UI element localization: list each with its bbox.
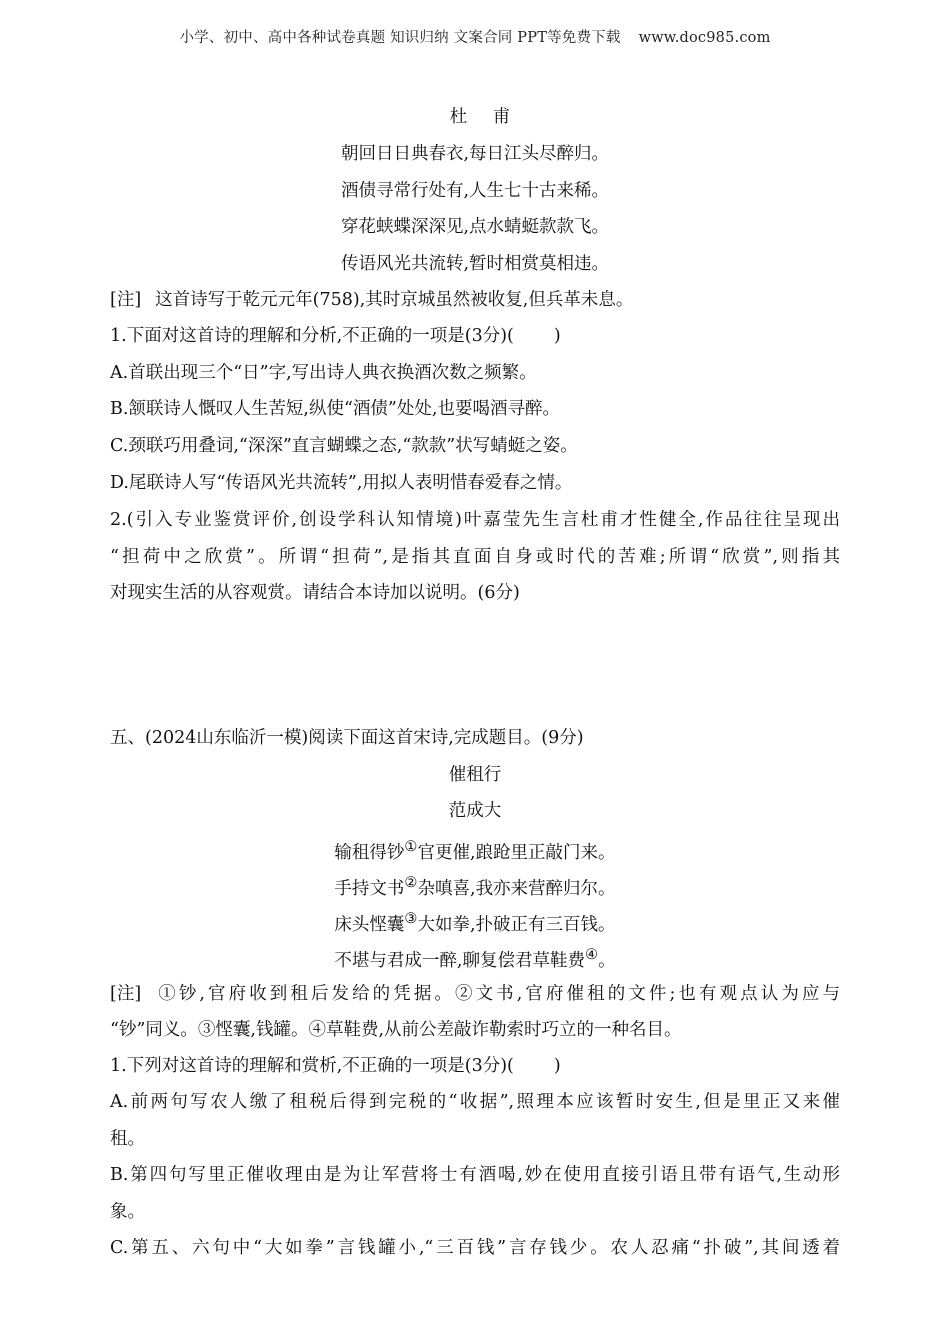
- poem2-line-1: [110, 835, 840, 865]
- poem1-note: [110, 288, 840, 312]
- poem2-line-2-text: 手持文书: [334, 878, 405, 899]
- q1-stem-end: ): [553, 326, 561, 346]
- q3-option-b-line-1: B.第四句写里正催收理由是为让军营将士有酒喝,妙在使用直接引语且带有语气,生动形: [110, 1165, 840, 1185]
- poem1-line-4: 传语风光共流转,暂时相赏莫相违。: [340, 254, 610, 274]
- page-header: [0, 26, 950, 47]
- poem1-line-2: 酒债寻常行处有,人生七十古来稀。: [340, 181, 610, 201]
- poem1-line-3: 穿花蛱蝶深深见,点水蜻蜓款款飞。: [340, 217, 610, 237]
- q3-option-a-line-1: A.前两句写农人缴了租税后得到完税的“收据”,照理本应该暂时安生,但是里正又来催: [110, 1092, 840, 1112]
- q1-option-d: D.尾联诗人写“传语风光共流转”,用拟人表明惜春爱春之情。: [110, 473, 573, 493]
- q2-line-1: 2.(引入专业鉴赏评价,创设学科认知情境)叶嘉莹先生言杜甫才性健全,作品往往呈现出: [110, 510, 840, 530]
- poem2-line-2: [110, 871, 840, 901]
- poem2-note-text-1: ①钞,官府收到租后发给的凭据。②文书,官府催租的文件;也有观点认为应与: [155, 984, 840, 1004]
- poem2-line-3: [110, 907, 840, 937]
- poem2-author: 范成大: [448, 801, 502, 821]
- note-label-2: [注]: [110, 984, 142, 1004]
- q2-line-2: “担荷中之欣赏”。所谓“担荷”,是指其直面自身或时代的苦难;所谓“欣赏”,则指其: [110, 547, 840, 567]
- q3-stem-text: 1.下列对这首诗的理解和赏析,不正确的一项是(3分)(: [110, 1056, 514, 1076]
- q3-stem: [110, 1054, 840, 1078]
- q1-stem: [110, 324, 840, 348]
- poem2-line-4: [110, 943, 840, 973]
- poem2-note-line-2: “钞”同义。③悭囊,钱罐。④草鞋费,从前公差敲诈勒索时巧立的一种名目。: [110, 1020, 682, 1040]
- header-site-link[interactable]: www.doc985.com: [638, 30, 771, 46]
- footnote-marker-1: ①: [404, 838, 418, 855]
- header-banner: 小学、初中、高中各种试卷真题 知识归纳 文案合同 PPT等免费下载: [179, 30, 621, 46]
- poem1-author: 杜 甫: [449, 107, 521, 127]
- poem2-title: 催租行: [448, 765, 502, 785]
- poem2-line-1-rest: 官更催,踉跄里正敲门来。: [417, 842, 616, 863]
- poem1-line-1: 朝回日日典春衣,每日江头尽醉归。: [340, 144, 610, 164]
- poem2-line-4-rest: 。: [598, 950, 616, 971]
- poem2-line-3-rest: 大如拳,扑破正有三百钱。: [417, 914, 616, 935]
- q1-option-c: C.颈联巧用叠词,“深深”直言蝴蝶之态,“款款”状写蜻蜓之姿。: [110, 436, 578, 456]
- q1-option-b: B.颔联诗人慨叹人生苦短,纵使“酒债”处处,也要喝酒寻醉。: [110, 399, 560, 419]
- footnote-marker-2: ②: [404, 874, 418, 891]
- q3-option-a-line-2: 租。: [110, 1129, 145, 1149]
- note-label: [注]: [110, 290, 142, 310]
- q2-line-3: 对现实生活的从容观赏。请结合本诗加以说明。(6分): [110, 583, 520, 603]
- poem2-line-2-rest: 杂嗔喜,我亦来营醉归尔。: [417, 878, 616, 899]
- poem2-line-1-text: 输租得钞: [334, 842, 405, 863]
- poem2-line-3-text: 床头悭囊: [334, 914, 405, 935]
- q1-option-a: A.首联出现三个“日”字,写出诗人典衣换酒次数之频繁。: [110, 363, 537, 383]
- poem1-note-text: 这首诗写于乾元元年(758),其时京城虽然被收复,但兵革未息。: [155, 290, 634, 310]
- footnote-marker-3: ③: [404, 910, 418, 927]
- footnote-marker-4: ④: [584, 946, 599, 963]
- q3-option-c-line-1: C.第五、六句中“大如拳”言钱罐小,“三百钱”言存钱少。农人忍痛“扑破”,其间透着: [110, 1238, 840, 1258]
- q3-stem-end: ): [553, 1056, 561, 1076]
- poem2-line-4-text: 不堪与君成一醉,聊复偿君草鞋费: [334, 950, 585, 971]
- poem2-note-line-1: [110, 982, 840, 1006]
- section5-heading: 五、(2024山东临沂一模)阅读下面这首宋诗,完成题目。(9分): [110, 728, 584, 748]
- q3-option-b-line-2: 象。: [110, 1202, 145, 1222]
- q1-stem-text: 1.下面对这首诗的理解和分析,不正确的一项是(3分)(: [110, 326, 514, 346]
